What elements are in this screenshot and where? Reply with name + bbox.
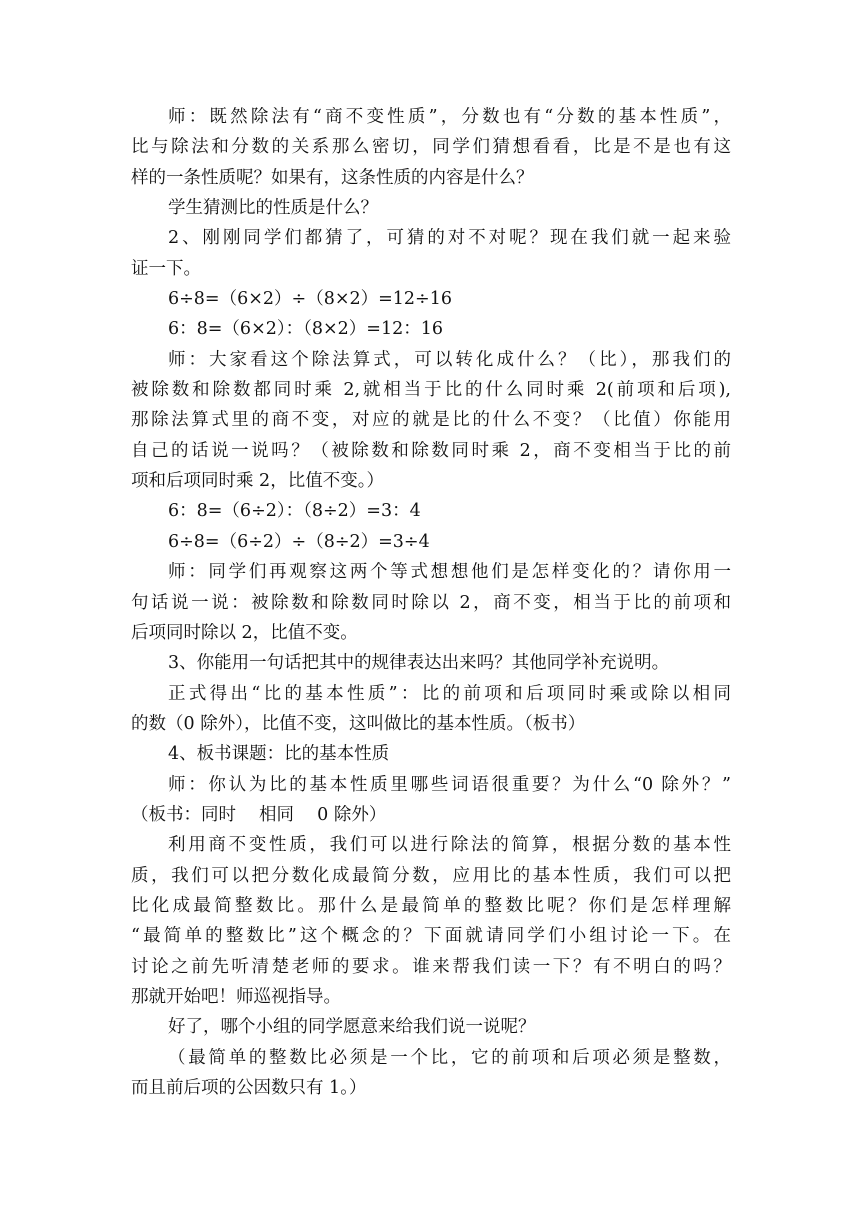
equation-line: 6：8=（6÷2）：（8÷2）=3：4 xyxy=(168,501,421,522)
paragraph-line: 而且前后项的公因数只有 1。） xyxy=(131,1078,367,1098)
paragraph-line: 质，我们可以把分数化成最简分数，应用比的基本性质，我们可以把 xyxy=(131,865,731,886)
paragraph-line: 的数（0 除外），比值不变，这叫做比的基本性质。（板书） xyxy=(131,713,586,734)
paragraph-line: 样的一条性质呢？如果有，这条性质的内容是什么？ xyxy=(131,167,534,188)
paragraph-line: 那除法算式里的商不变，对应的就是比的什么不变？（比值）你能用 xyxy=(131,410,731,431)
equation-line: 6÷8=（6÷2）÷（8÷2）=3÷4 xyxy=(168,531,430,552)
paragraph-line: 3、你能用一句话把其中的规律表达出来吗？其他同学补充说明。 xyxy=(168,653,670,674)
paragraph-line: （最简单的整数比必须是一个比，它的前项和后项必须是整数， xyxy=(168,1047,731,1068)
paragraph-line: 项和后项同时乘 2，比值不变。） xyxy=(131,471,384,492)
paragraph-line: 自己的话说一说吗？（被除数和除数同时乘 2，商不变相当于比的前 xyxy=(131,440,731,461)
paragraph-line: 正式得出“比的基本性质”：比的前项和后项同时乘或除以相同 xyxy=(168,683,731,704)
equation-line: 6：8=（6×2）：（8×2）=12：16 xyxy=(168,319,443,340)
paragraph-line: 利用商不变性质，我们可以进行除法的简算，根据分数的基本性 xyxy=(168,835,731,856)
paragraph-line: 后项同时除以 2，比值不变。 xyxy=(131,622,358,643)
paragraph-line: 2、刚刚同学们都猜了，可猜的对不对呢？现在我们就一起来验 xyxy=(168,228,731,249)
paragraph-line: 句话说一说：被除数和除数同时除以 2，商不变，相当于比的前项和 xyxy=(131,592,731,613)
paragraph-line: 被除数和除数都同时乘 2,就相当于比的什么同时乘 2(前项和后项), xyxy=(131,380,731,401)
paragraph-line: 师：大家看这个除法算式，可以转化成什么？（比），那我们的 xyxy=(168,349,731,370)
paragraph-line: 证一下。 xyxy=(131,258,201,279)
paragraph-line: 讨论之前先听清楚老师的要求。谁来帮我们读一下？有不明白的吗？ xyxy=(131,956,731,977)
paragraph-line: 学生猜测比的性质是什么？ xyxy=(168,198,378,219)
equation-line: 6÷8=（6×2）÷（8×2）=12÷16 xyxy=(168,289,452,310)
paragraph-line: “最简单的整数比”这个概念的？下面就请同学们小组讨论一下。在 xyxy=(131,926,731,947)
paragraph-line: 师：同学们再观察这两个等式想想他们是怎样变化的？请你用一 xyxy=(168,562,731,583)
paragraph-line: 比与除法和分数的关系那么密切，同学们猜想看看，比是不是也有这 xyxy=(131,137,731,158)
paragraph-line: 好了，哪个小组的同学愿意来给我们说一说呢？ xyxy=(168,1017,536,1038)
paragraph-line: （板书：同时 相同 0 除外） xyxy=(131,804,387,825)
paragraph-line: 师：你认为比的基本性质里哪些词语很重要？为什么“0 除外？” xyxy=(168,774,731,795)
paragraph-line: 师：既然除法有“商不变性质”，分数也有“分数的基本性质”， xyxy=(168,107,731,127)
paragraph-line: 那就开始吧！师巡视指导。 xyxy=(131,986,341,1007)
paragraph-line: 4、板书课题：比的基本性质 xyxy=(168,744,390,765)
lesson-text-body xyxy=(131,102,731,1103)
paragraph-line: 比化成最简整数比。那什么是最简单的整数比呢？你们是怎样理解 xyxy=(131,895,731,916)
